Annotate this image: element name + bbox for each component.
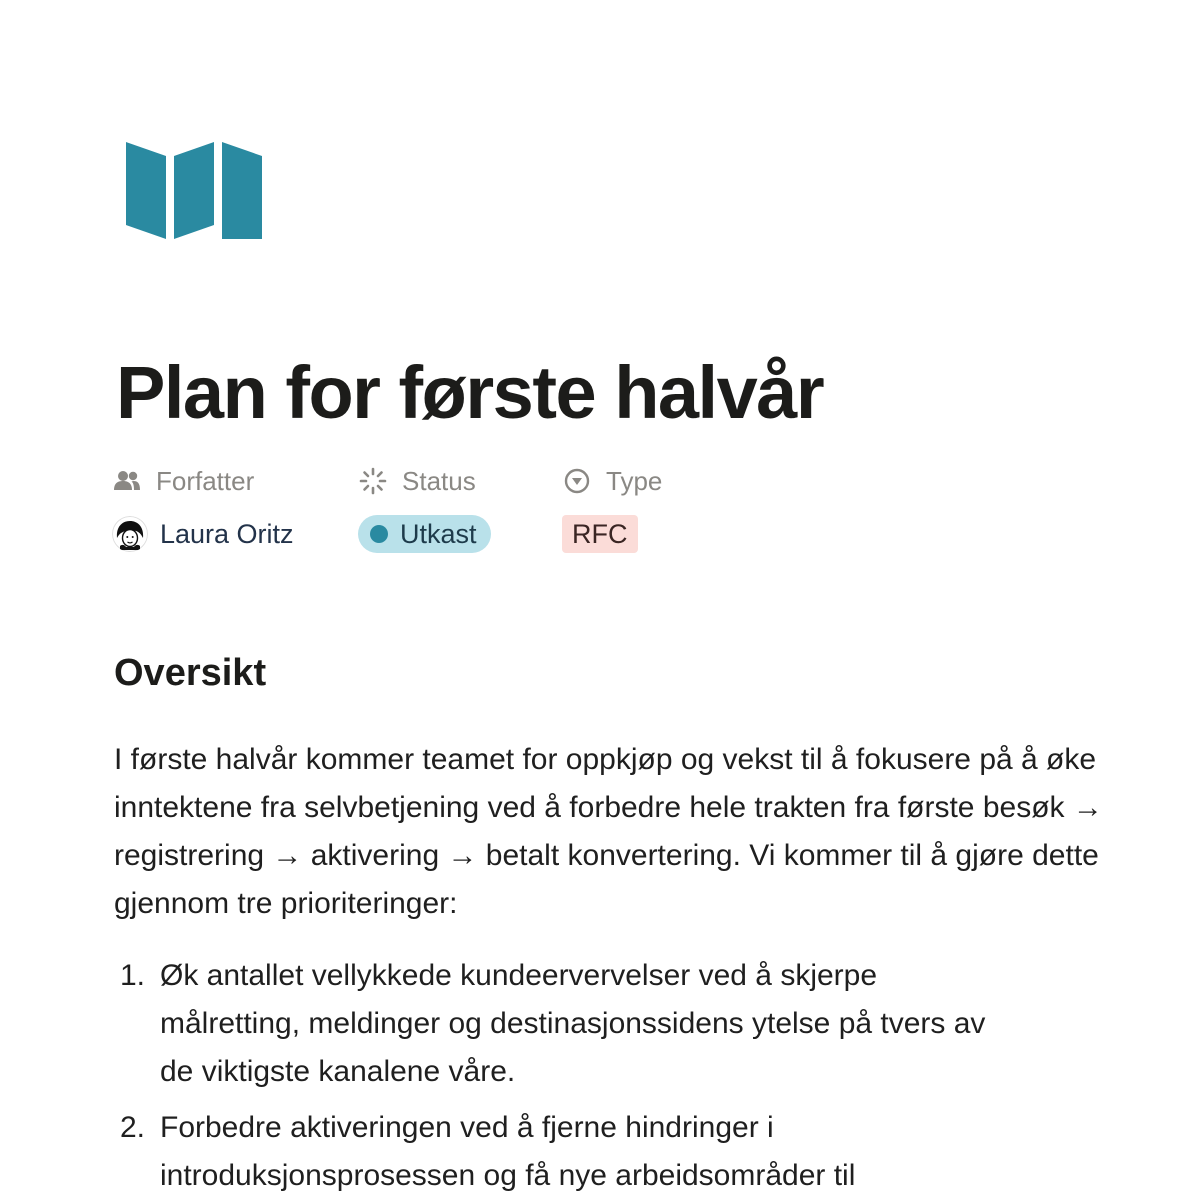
property-status[interactable] (358, 462, 477, 549)
author-value[interactable] (112, 514, 294, 554)
author-name: Laura Oritz (160, 518, 294, 549)
status-badge[interactable] (358, 515, 491, 553)
list-item-number: 2. (120, 1111, 146, 1144)
list-item[interactable] (114, 952, 1014, 1096)
property-status-label: Status (402, 465, 476, 496)
page-title[interactable]: Plan for første halvår (116, 351, 824, 434)
property-type-label: Type (606, 465, 663, 496)
property-type[interactable] (562, 462, 663, 549)
loading-spinner-icon (358, 466, 388, 496)
list-item-text: Øk antallet vellykkede kundeervervelser ved å skjerpe målretting, meldinger og destinasjonssidens ytelse på tvers av de viktigste kanalene våre. (160, 959, 986, 1088)
select-arrow-icon (562, 466, 592, 496)
list-item-text: Forbedre aktiveringen ved å fjerne hindringer i introduksjonsprosessen og få nye arbeidsområder til (160, 1111, 856, 1192)
type-tag[interactable]: RFC (562, 515, 638, 553)
overview-paragraph[interactable]: I første halvår kommer teamet for oppkjøp og vekst til å fokusere på å øke inntektene fra selvbetjening ved å forbedre hele trakten fra første besøk → registrering → aktivering → betalt konvertering. Vi kommer til å gjøre dette gjennom tre prioriteringer: (114, 743, 1103, 920)
avatar (112, 516, 148, 552)
property-author-header[interactable] (112, 462, 254, 500)
property-author[interactable] (112, 462, 294, 549)
priority-list (114, 952, 1014, 1200)
status-dot-icon (370, 525, 388, 543)
list-item-number: 1. (120, 959, 146, 992)
property-type-header[interactable] (562, 462, 662, 500)
status-badge-label: Utkast (400, 518, 477, 549)
property-author-label: Forfatter (156, 465, 255, 496)
people-icon (112, 466, 142, 496)
type-value[interactable] (562, 514, 638, 554)
section-heading[interactable]: Oversikt (114, 652, 267, 694)
property-status-header[interactable] (358, 462, 476, 500)
map-icon[interactable] (124, 140, 264, 240)
status-value[interactable] (358, 514, 491, 554)
list-item[interactable] (114, 1104, 1014, 1200)
